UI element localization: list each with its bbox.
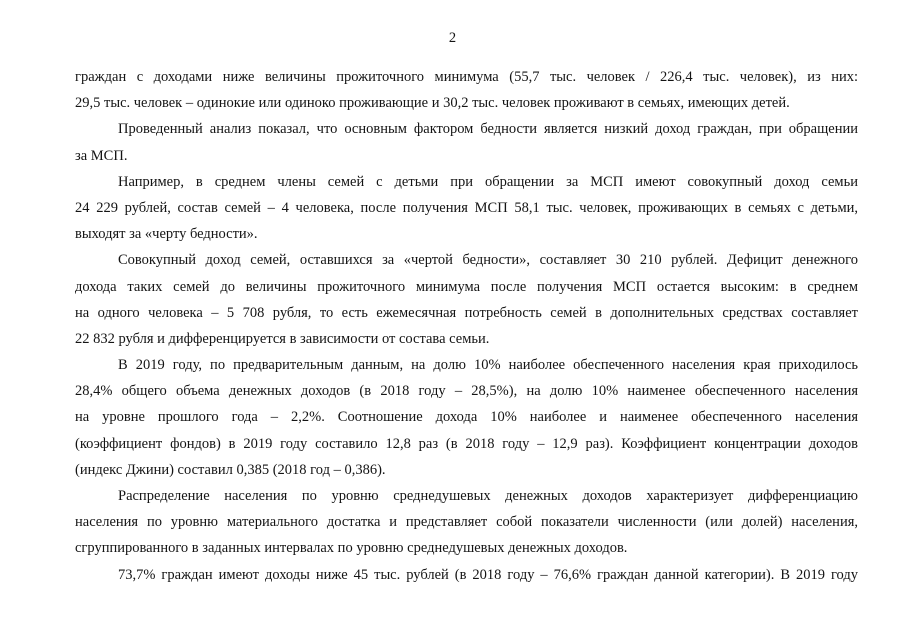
text-line: (коэффициент фондов) в 2019 году составило 12,8 раз (в 2018 году – 12,9 раз). Коэффициент концентрации доходов bbox=[75, 435, 858, 452]
paragraph bbox=[75, 562, 858, 588]
text-line: дохода таких семей до величины прожиточного минимума после получения МСП остается высоким: в среднем bbox=[75, 278, 858, 295]
text-line: Например, в среднем члены семей с детьми при обращении за МСП имеют совокупный доход семьи bbox=[118, 173, 858, 190]
text-line: (индекс Джини) составил 0,385 (2018 год – 0,386). bbox=[75, 461, 386, 478]
text-line: 22 832 рубля и дифференцируется в зависимости от состава семьи. bbox=[75, 330, 490, 347]
page-number: 2 bbox=[448, 30, 457, 46]
text-line: 24 229 рублей, состав семей – 4 человека, после получения МСП 58,1 тыс. человек, проживающих в семьях с детьми, bbox=[75, 199, 858, 216]
text-line: Распределение населения по уровню среднедушевых денежных доходов характеризует дифференциацию bbox=[118, 488, 858, 504]
text-line: 73,7% граждан имеют доходы ниже 45 тыс. рублей (в 2018 году – 76,6% граждан данной категории). В 2019 году bbox=[118, 566, 858, 583]
paragraph bbox=[75, 169, 858, 248]
text-line: населения по уровню материального достатка и представляет собой показатели численности (или долей) населения, bbox=[75, 514, 858, 531]
paragraph bbox=[75, 483, 858, 562]
body-text bbox=[75, 64, 858, 588]
text-line: сгруппированного в заданных интервалах по уровню среднедушевых денежных доходов. bbox=[75, 540, 628, 557]
text-line: В 2019 году, по предварительным данным, на долю 10% наиболее обеспеченного населения края приходилось bbox=[118, 357, 858, 374]
text-line: за МСП. bbox=[75, 147, 128, 164]
text-line: выходят за «черту бедности». bbox=[75, 226, 258, 243]
text-line: граждан с доходами ниже величины прожиточного минимума (55,7 тыс. человек / 226,4 тыс. человек), из них: bbox=[75, 69, 858, 85]
paragraph bbox=[75, 247, 858, 352]
paragraph bbox=[75, 352, 858, 483]
text-line: на уровне прошлого года – 2,2%. Соотношение дохода 10% наиболее и наименее обеспеченного населения bbox=[75, 409, 858, 426]
paragraph bbox=[75, 116, 858, 168]
text-line: 29,5 тыс. человек – одинокие или одиноко проживающие и 30,2 тыс. человек проживают в семьях, имеющих детей. bbox=[75, 95, 790, 112]
text-line: 28,4% общего объема денежных доходов (в 2018 году – 28,5%), на долю 10% наименее обеспеченного населения bbox=[75, 383, 858, 400]
text-line: на одного человека – 5 708 рубля, то есть ежемесячная потребность семей в дополнительных средствах составляет bbox=[75, 304, 858, 321]
paragraph bbox=[75, 64, 858, 116]
text-line: Проведенный анализ показал, что основным фактором бедности является низкий доход граждан, при обращении bbox=[118, 121, 858, 138]
text-line: Совокупный доход семей, оставшихся за «чертой бедности», составляет 30 210 рублей. Дефицит денежного bbox=[118, 252, 858, 269]
